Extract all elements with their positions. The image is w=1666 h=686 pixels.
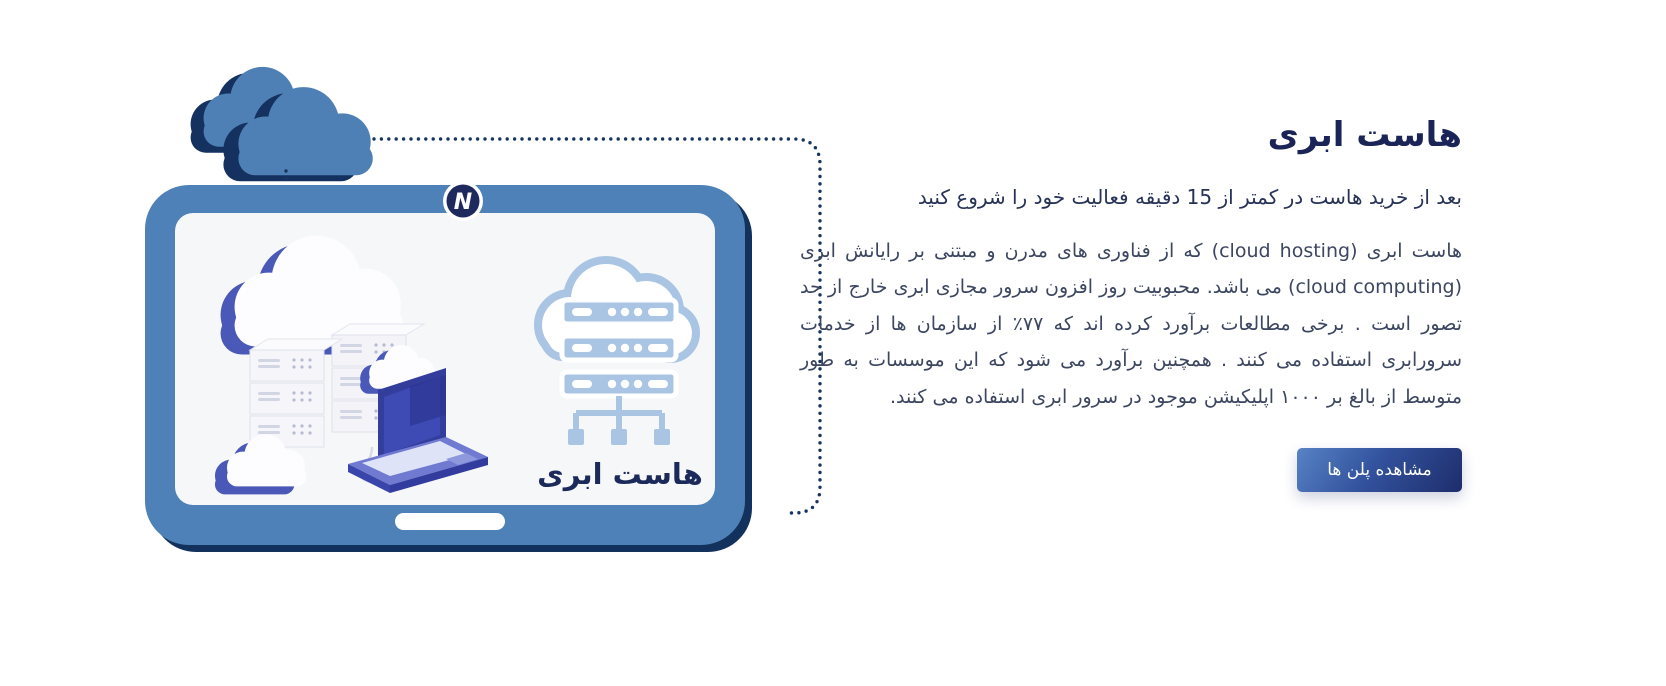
brand-logo-icon: [443, 181, 483, 221]
brand-logo-letter: N: [453, 190, 473, 215]
tablet-caption: هاست ابری: [537, 457, 703, 491]
stacked-clouds-icon: [191, 67, 373, 181]
cta-row: [800, 448, 1462, 492]
home-indicator: [395, 513, 505, 530]
section-description: هاست ابری (cloud hosting) که از فناوری های مدرن و مبتنی بر رایانش ابری (cloud computing) می باشد. محبوبیت روز افزون سرور مجازی ابری خارج از حد تصور است . برخی مطالعات برآورد کرده اند که ۷۷٪ از سازمان ها از خدمات سرورابری استفاده می کنند . همچنین برآورد می شود که این موسسات به طور متوسط از بالغ بر ۱۰۰۰ اپلیکیشن موجود در سرور ابری استفاده می کنند.: [800, 239, 1463, 409]
hero-illustration: [110, 45, 830, 605]
page-title: هاست ابری: [1267, 115, 1462, 155]
section-subtitle: بعد از خرید هاست در کمتر از 15 دقیقه فعالیت خود را شروع کنید: [917, 184, 1462, 209]
tablet-device: [145, 181, 752, 552]
hero-content: [800, 114, 1462, 492]
tablet-illustration-svg: [110, 45, 830, 605]
view-plans-button[interactable]: مشاهده پلن ها: [1297, 448, 1462, 492]
